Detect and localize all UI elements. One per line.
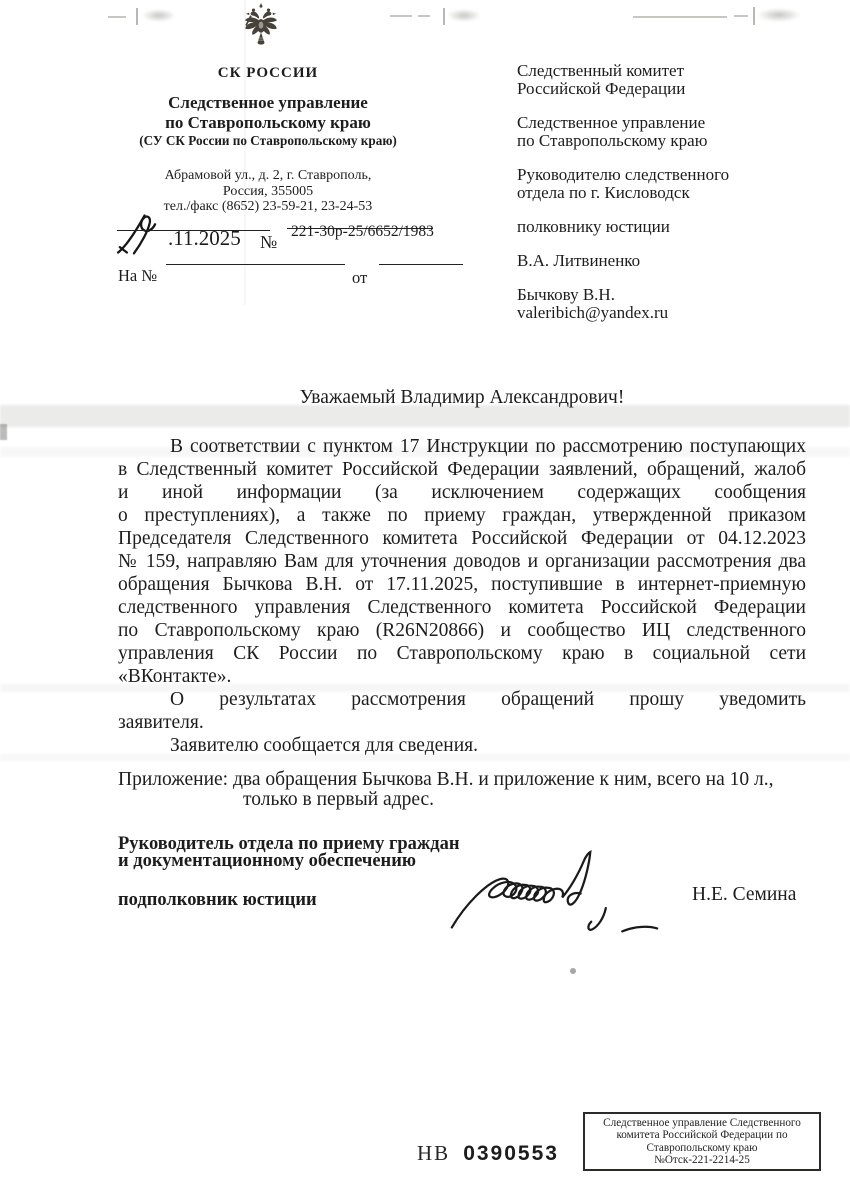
form-number: 0390553 xyxy=(463,1142,559,1165)
scan-speck xyxy=(570,968,576,974)
reply-date-blank-line xyxy=(379,264,463,265)
scan-artifact xyxy=(633,16,727,18)
paragraph-3: Заявителю сообщается для сведения. xyxy=(170,735,478,756)
signer-rank: подполковник юстиции xyxy=(118,890,317,910)
form-series: НВ xyxy=(417,1141,451,1165)
second-addressee: Бычкову В.Н. valeribich@yandex.ru xyxy=(517,285,669,322)
signer-title-line2: и документационному обеспечению xyxy=(118,851,417,871)
handwritten-signature xyxy=(444,850,694,942)
scan-artifact xyxy=(108,16,126,18)
date-blank-line xyxy=(117,230,270,231)
number-blank-line xyxy=(287,228,433,229)
letter-body xyxy=(118,383,806,810)
scan-artifact xyxy=(418,15,430,17)
org-abbreviation: (СУ СК России по Ставропольскому краю) xyxy=(139,133,397,148)
reply-to-number-label: На № xyxy=(118,266,158,285)
addressee-rank: полковнику юстиции xyxy=(517,217,670,236)
letterhead xyxy=(110,64,426,215)
date-month-year: .11.2025 xyxy=(168,226,241,250)
scan-artifact xyxy=(734,15,748,17)
addressee-org-1: Следственный комитет Российской Федерации xyxy=(517,61,686,98)
org-name-line1: Следственное управление xyxy=(168,93,368,112)
scan-artifact xyxy=(757,8,801,22)
number-sign: № xyxy=(260,232,278,252)
form-series-number xyxy=(417,1141,559,1166)
coat-of-arms-eagle-icon xyxy=(243,3,279,53)
reply-from-label: от xyxy=(352,268,368,287)
scan-artifact xyxy=(142,9,176,22)
org-address-line1: Абрамовой ул., д. 2, г. Ставрополь, xyxy=(164,168,372,183)
scan-artifact xyxy=(390,15,412,17)
stamp-registration-number: №Отск-221-2214-25 xyxy=(654,1153,750,1166)
reply-number-blank-line xyxy=(166,264,345,265)
outgoing-number: 221-30р-25/6652/1983 xyxy=(291,223,434,240)
addressee-name: В.А. Литвиненко xyxy=(517,251,641,270)
org-short-name: СК РОССИИ xyxy=(217,65,319,81)
signer-name: Н.Е. Семина xyxy=(692,884,797,905)
scan-artifact xyxy=(443,8,445,25)
handwritten-day-19 xyxy=(114,212,168,256)
salutation: Уважаемый Владимир Александрович! xyxy=(299,387,625,408)
addressee-position: Руководителю следственного отдела по г. Кисловодск xyxy=(517,165,730,202)
paragraph-2: О результатах рассмотрения обращений прошу уведомить заявителя. xyxy=(118,689,806,733)
scan-artifact xyxy=(136,8,138,25)
paragraph-1: В соответствии с пунктом 17 Инструкции по рассмотрению поступающих в Следственный комитет Российской Федерации заявлений, обращений, жалоб и иной информации (за исключением содержащих сообщения о преступлениях), а также по приему граждан, утвержденной приказом Председателя Следственного комитета Российской Федерации от 04.12.2023 № 159, направляю Вам для уточнения доводов и организации рассмотрения два обращения Бычкова В.Н. от 17.11.2025, поступившие в интернет-приемную следственного управления Следственного комитета Российской Федерации по Ставропольскому краю (R26N20866) и сообщество ИЦ следственного управления СК России по Ставропольскому краю в социальной сети «ВКонтакте». xyxy=(118,436,806,687)
addressee-org-2: Следственное управление по Ставропольскому краю xyxy=(517,113,708,150)
signer-title-line1: Руководитель отдела по приему граждан xyxy=(118,834,460,854)
org-phone-line: тел./факс (8652) 23-59-21, 23-24-53 xyxy=(163,199,373,214)
scan-speck xyxy=(0,424,7,440)
scan-artifact xyxy=(753,7,755,25)
registration-stamp: Следственное управление Следственного комитета Российской Федерации по Ставропольскому краю №Отск-221-2214-25 xyxy=(583,1112,821,1171)
attachment-note: Приложение: два обращения Бычкова В.Н. и приложение к ним, всего на 10 л., только в первый адрес. xyxy=(118,769,774,810)
addressee-email: valeribich@yandex.ru xyxy=(517,303,669,322)
org-name-line2: по Ставропольскому краю xyxy=(165,113,371,132)
org-address-line2: Россия, 355005 xyxy=(222,183,314,199)
scan-artifact xyxy=(447,9,481,22)
addressee-block xyxy=(517,62,832,338)
